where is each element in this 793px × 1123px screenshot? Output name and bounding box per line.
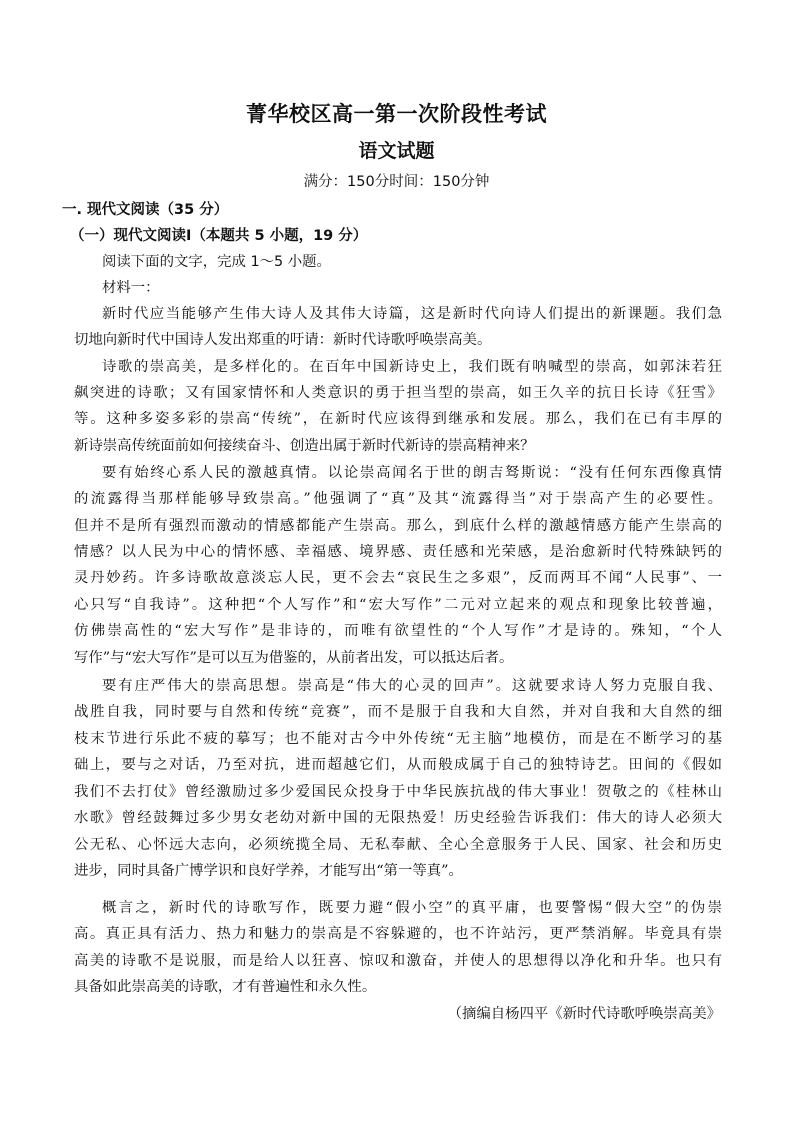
passage-line: 要有庄严伟大的崇高思想。崇高是“伟大的心灵的回声”。这就要求诗人努力克服自我、 <box>102 678 722 694</box>
passage-line: 高美的诗歌不是说服，而是给人以狂喜、惊叹和激奋，并使人的思想得以净化和升华。也只有 <box>74 953 722 969</box>
passage-line: 仿佛崇高性的“宏大写作”是非诗的，而唯有欲望性的“个人写作”才是诗的。殊知，“个人 <box>74 623 722 639</box>
source-citation: （摘编自杨四平《新时代诗歌呼唤崇高美》 <box>447 1006 721 1022</box>
passage-line: 概言之，新时代的诗歌写作，既要力避“假小空”的真平庸，也要警惕“假大空”的伪崇 <box>102 900 722 916</box>
passage-line: 等。这种多姿多彩的崇高“传统”，在新时代应该得到继承和发展。那么，我们在已有丰厚的 <box>74 411 722 427</box>
passage-line: 水歌》曾经鼓舞过多少男女老幼对新中国的无限热爱！历史经验告诉我们：伟大的诗人必须大 <box>74 810 722 826</box>
passage-line: 的流露得当那样能够导致崇高。”他强调了“真”及其“流露得当”对于崇高产生的必要性。 <box>74 491 722 507</box>
passage-line: 新时代应当能够产生伟大诗人及其伟大诗篇，这是新时代向诗人们提出的新课题。我们急 <box>102 306 722 322</box>
passage-line: 要有始终心系人民的激越真情。以论崇高闻名于世的朗吉驽斯说：“没有任何东西像真情 <box>102 465 722 481</box>
passage-line: 新诗崇高传统面前如何接续奋斗、创造出属于新时代新诗的崇高精神来？ <box>74 438 535 454</box>
passage-line: 写作”与“宏大写作”是可以互为借鉴的，从前者出发，可以抵达后者。 <box>74 650 514 666</box>
passage-line: 飙突进的诗歌；又有国家情怀和人类意识的勇于担当型的崇高，如王久辛的抗日长诗《狂雪》 <box>74 385 722 401</box>
passage-line: 高。真正具有活力、热力和魅力的崇高是不容躲避的，也不许站污，更严禁消解。毕竟具有崇 <box>74 926 722 942</box>
passage-line: 情感？以人民为中心的情怀感、幸福感、境界感、责任感和光荣感，是治愈新时代特殊缺钙的 <box>74 544 722 560</box>
passage-line: 但并不是所有强烈而激动的情感都能产生崇高。那么，到底什么样的激越情感方能产生崇高的 <box>74 518 722 534</box>
material-label: 材料一： <box>102 280 160 296</box>
passage-line: 进步，同时具备广博学识和良好学养，才能写出“第一等真”。 <box>74 863 463 879</box>
exam-title: 菁华校区高一第一次阶段性考试 <box>246 101 547 126</box>
passage-line: 灵丹妙药。许多诗歌故意淡忘人民，更不会去“哀民生之多艰”，反而两耳不闻“人民事”、一 <box>74 570 722 586</box>
score-info: 满分：150分时间：150分钟 <box>303 174 490 190</box>
exam-subtitle: 语文试题 <box>358 140 435 162</box>
passage-line: 诗歌的崇高美，是多样化的。在百年中国新诗史上，我们既有呐喊型的崇高，如郭沫若狂 <box>102 359 722 375</box>
passage-line: 公无私、心怀远大志向，必须统揽全局、无私奉献、全心全意服务于人民、国家、社会和历史 <box>74 837 722 853</box>
sub-section-heading: （一）现代文阅读Ⅰ（本题共 5 小题，19 分） <box>70 228 368 244</box>
section-heading: 一. 现代文阅读（35 分） <box>62 202 229 218</box>
passage-line: 战胜自我，同时要与自然和传统“竞赛”，而不是服于自我和大自然，并对自我和大自然的细 <box>74 704 722 720</box>
passage-line: 我们不去打仗》曾经激励过多少爱国民众投身于中华民族抗战的伟大事业！贺敬之的《桂林山 <box>74 784 722 800</box>
passage-line: 枝末节进行乐此不疲的摹写；也不能对古今中外传统“无主脑”地模仿，而是在不断学习的基 <box>74 731 722 747</box>
passage-line: 切地向新时代中国诗人发出郑重的吁请：新时代诗歌呼唤崇高美。 <box>74 332 492 348</box>
passage-line: 具备如此崇高美的诗歌，才有普遍性和永久性。 <box>74 979 377 995</box>
instruction-text: 阅读下面的文字，完成 1～5 小题。 <box>102 254 331 270</box>
passage-line: 础上，要与之对话，乃至对抗，进而超越它们，从而般成属于自己的独特诗艺。田间的《假如 <box>74 757 722 773</box>
passage-line: 心只写“自我诗”。这种把“个人写作”和“宏大写作”二元对立起来的观点和现象比较普遍， <box>74 597 722 613</box>
